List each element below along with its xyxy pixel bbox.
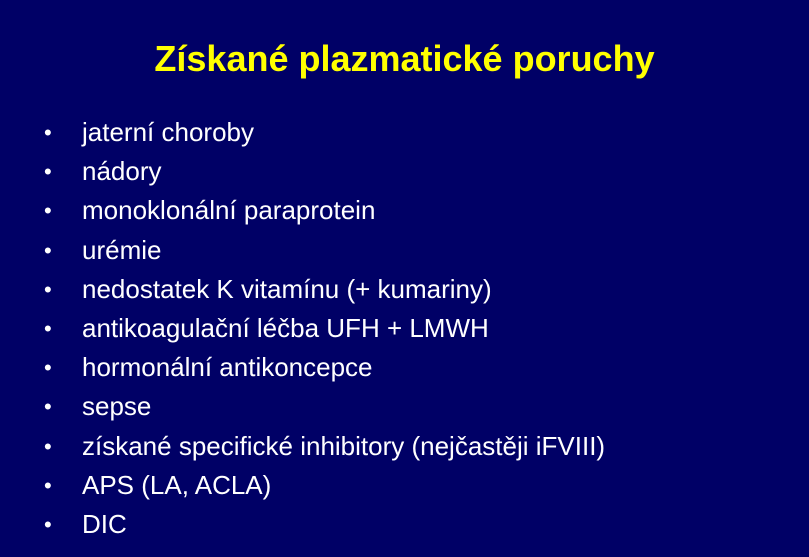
list-item — [44, 466, 605, 505]
list-item — [44, 270, 605, 309]
bullet-icon: • — [44, 394, 52, 420]
list-item — [44, 191, 605, 230]
bullet-icon: • — [44, 355, 52, 381]
list-item — [44, 113, 605, 152]
list-item-text: jaterní choroby — [82, 117, 254, 148]
bullet-icon: • — [44, 316, 52, 342]
list-item-text: získané specifické inhibitory (nejčastěji iFVIII) — [82, 430, 606, 461]
list-item — [44, 348, 605, 387]
bullet-icon: • — [44, 472, 52, 498]
bullet-icon: • — [44, 511, 52, 537]
bullet-icon: • — [44, 276, 52, 302]
list-item-text: hormonální antikoncepce — [82, 352, 373, 383]
list-item — [44, 152, 605, 191]
bullet-list — [44, 113, 605, 544]
list-item-text: nádory — [82, 156, 162, 187]
list-item — [44, 231, 605, 270]
list-item-text: monoklonální paraprotein — [82, 195, 376, 226]
list-item-text: sepse — [82, 391, 152, 422]
bullet-icon: • — [44, 433, 52, 459]
list-item-text: antikoagulační léčba UFH + LMWH — [82, 313, 489, 344]
slide-title: Získané plazmatické poruchy — [154, 38, 655, 79]
bullet-icon: • — [44, 198, 52, 224]
bullet-icon: • — [44, 159, 52, 185]
list-item-text: DIC — [82, 508, 127, 539]
bullet-icon: • — [44, 237, 52, 263]
list-item — [44, 427, 605, 466]
list-item — [44, 309, 605, 348]
list-item-text: APS (LA, ACLA) — [82, 469, 272, 500]
bullet-icon: • — [44, 120, 52, 146]
list-item — [44, 387, 605, 426]
list-item — [44, 505, 605, 544]
list-item-text: urémie — [82, 234, 162, 265]
list-item-text: nedostatek K vitamínu (+ kumariny) — [82, 273, 492, 304]
